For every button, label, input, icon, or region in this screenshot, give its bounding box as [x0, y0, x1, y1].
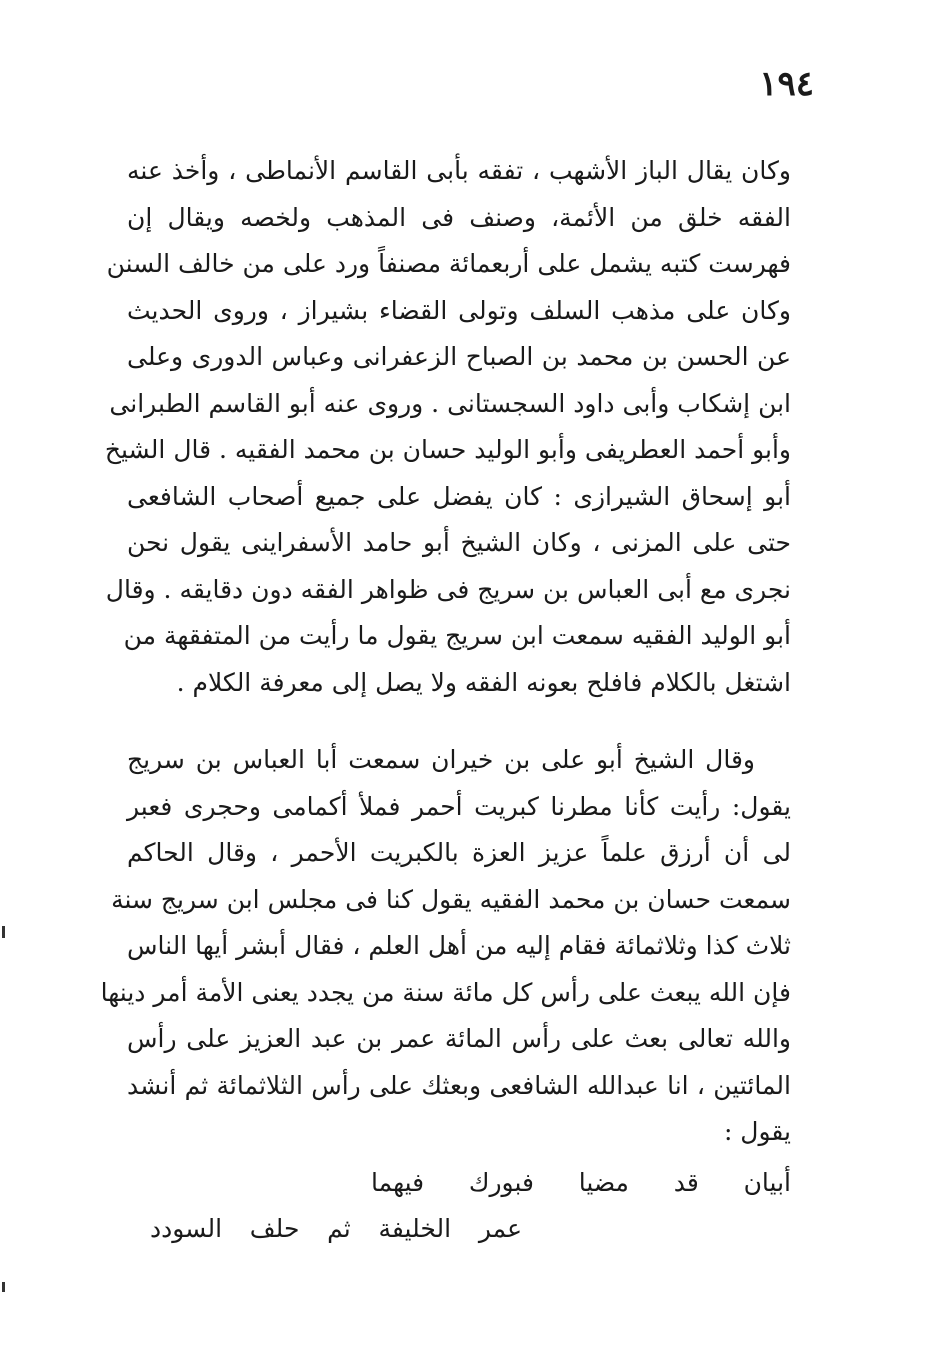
text-line: وكان على مذهب السلف وتولى القضاء بشيراز ، وروى الحديث — [127, 295, 791, 325]
page-number: ١٩٤ — [759, 64, 814, 104]
text-line: عن الحسن بن محمد بن الصباح الزعفرانى وعباس الدورى وعلى — [127, 342, 791, 371]
paragraph-1 — [104, 148, 791, 706]
verse-hemistich-1: أبيان قد مضيا فبورك فيهما — [371, 1168, 791, 1197]
scan-margin-mark — [2, 1282, 5, 1292]
text-line: الفقه خلق من الأئمة، وصنف فى المذهب ولخصه ويقال إن — [127, 202, 791, 232]
text-line: المائتين ، انا عبدالله الشافعى وبعثك على رأس الثلاثمائة ثم أنشد — [127, 1070, 791, 1100]
text-line: سمعت حسان بن محمد الفقيه يقول كنا فى مجلس ابن سريج سنة — [111, 884, 791, 914]
text-line: ابن إشكاب وأبى داود السجستانى . وروى عنه أبو القاسم الطبرانى — [109, 388, 791, 418]
text-line: نجرى مع أبى العباس بن سريج فى ظواهر الفقه دون دقايقه . وقال — [105, 574, 791, 604]
text-line: أبو الوليد الفقيه سمعت ابن سريج يقول ما رأيت من المتفقهة من — [123, 621, 791, 650]
text-line: وأبو أحمد العطريفى وأبو الوليد حسان بن محمد الفقيه . قال الشيخ — [104, 435, 791, 464]
text-line: وقال الشيخ أبو على بن خيران سمعت أبا العباس بن سريج — [127, 745, 755, 774]
text-line: فإن الله يبعث على رأس كل مائة سنة من يجدد يعنى الأمة أمر دينها — [100, 977, 791, 1007]
text-line: يقول : — [723, 1117, 791, 1146]
paragraph-2 — [100, 737, 791, 1156]
verse-hemistich-2: عمر الخليفة ثم حلف السودد — [150, 1214, 522, 1243]
text-line: فهرست كتبه يشمل على أربعمائة مصنفاً ورد على من خالف السنن — [106, 249, 791, 278]
scan-margin-mark — [2, 926, 5, 938]
text-line: والله تعالى بعث على رأس المائة عمر بن عبد العزيز على رأس — [127, 1024, 791, 1053]
text-line: وكان يقال الباز الأشهب ، تفقه بأبى القاسم الأنماطى ، وأخذ عنه — [127, 156, 791, 185]
text-line: لى أن أرزق علماً عزيز العزة بالكبريت الأحمر ، وقال الحاكم — [127, 838, 791, 867]
text-line: أبو إسحاق الشيرازى : كان يفضل على جميع أصحاب الشافعى — [127, 481, 791, 511]
text-line: يقول: رأيت كأنا مطرنا كبريت أحمر فملأ أكمامى وحجرى فعبر — [127, 791, 791, 821]
text-line: حتى على المزنى ، وكان الشيخ أبو حامد الأسفراينى يقول نحن — [127, 528, 791, 557]
text-line: ثلاث كذا وثلاثمائة فقام إليه من أهل العلم ، فقال أبشر أيها الناس — [126, 931, 791, 960]
text-line: اشتغل بالكلام فافلح بعونه الفقه ولا يصل إلى معرفة الكلام . — [176, 667, 791, 697]
